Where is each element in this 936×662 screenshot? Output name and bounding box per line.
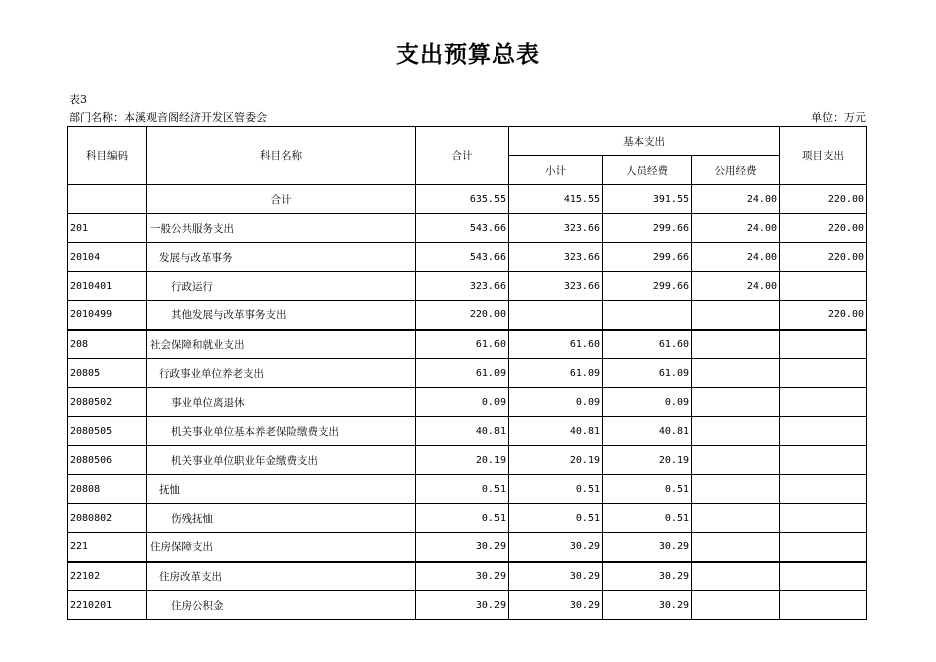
row-total: 30.29 xyxy=(416,591,509,620)
row-total: 543.66 xyxy=(416,214,509,243)
row-project xyxy=(780,475,867,504)
row-public xyxy=(692,359,780,388)
row-project xyxy=(780,388,867,417)
row-subtotal: 61.09 xyxy=(509,359,603,388)
total-personnel: 391.55 xyxy=(603,185,692,214)
table-row xyxy=(68,504,867,533)
row-total: 30.29 xyxy=(416,562,509,591)
table-row xyxy=(68,388,867,417)
table-row xyxy=(68,417,867,446)
row-subtotal: 40.81 xyxy=(509,417,603,446)
row-subtotal: 0.51 xyxy=(509,475,603,504)
row-public xyxy=(692,504,780,533)
header-code: 科目编码 xyxy=(68,127,147,185)
row-subtotal: 0.51 xyxy=(509,504,603,533)
row-code: 2080502 xyxy=(68,388,147,417)
row-project xyxy=(780,359,867,388)
row-public xyxy=(692,388,780,417)
row-name: 社会保障和就业支出 xyxy=(147,330,416,359)
row-code: 221 xyxy=(68,533,147,562)
row-public xyxy=(692,330,780,359)
row-personnel: 0.09 xyxy=(603,388,692,417)
row-public: 24.00 xyxy=(692,272,780,301)
row-code: 2210201 xyxy=(68,591,147,620)
row-name: 事业单位离退休 xyxy=(147,388,416,417)
row-subtotal: 0.09 xyxy=(509,388,603,417)
row-total: 0.51 xyxy=(416,475,509,504)
row-personnel: 299.66 xyxy=(603,272,692,301)
header-project: 项目支出 xyxy=(780,127,867,185)
row-public xyxy=(692,446,780,475)
row-project xyxy=(780,591,867,620)
total-total: 635.55 xyxy=(416,185,509,214)
row-code: 2010499 xyxy=(68,301,147,330)
row-name: 行政事业单位养老支出 xyxy=(147,359,416,388)
total-row xyxy=(68,185,867,214)
total-label: 合计 xyxy=(147,185,416,214)
row-code: 20808 xyxy=(68,475,147,504)
row-total: 543.66 xyxy=(416,243,509,272)
row-public xyxy=(692,417,780,446)
row-personnel: 61.60 xyxy=(603,330,692,359)
row-public: 24.00 xyxy=(692,214,780,243)
row-code: 20104 xyxy=(68,243,147,272)
row-name: 其他发展与改革事务支出 xyxy=(147,301,416,330)
row-subtotal: 61.60 xyxy=(509,330,603,359)
row-personnel: 20.19 xyxy=(603,446,692,475)
row-total: 61.60 xyxy=(416,330,509,359)
row-public xyxy=(692,562,780,591)
row-name: 机关事业单位基本养老保险缴费支出 xyxy=(147,417,416,446)
row-total: 20.19 xyxy=(416,446,509,475)
budget-table xyxy=(67,126,867,620)
row-personnel: 30.29 xyxy=(603,562,692,591)
row-code: 2010401 xyxy=(68,272,147,301)
department-name: 部门名称：本溪观音阁经济开发区管委会 xyxy=(69,111,267,124)
total-project: 220.00 xyxy=(780,185,867,214)
row-subtotal: 323.66 xyxy=(509,272,603,301)
row-name: 住房改革支出 xyxy=(147,562,416,591)
total-subtotal: 415.55 xyxy=(509,185,603,214)
row-subtotal xyxy=(509,301,603,330)
row-project xyxy=(780,562,867,591)
row-personnel: 299.66 xyxy=(603,243,692,272)
row-project xyxy=(780,446,867,475)
row-total: 0.51 xyxy=(416,504,509,533)
row-total: 40.81 xyxy=(416,417,509,446)
row-name: 住房保障支出 xyxy=(147,533,416,562)
row-project: 220.00 xyxy=(780,243,867,272)
header-name: 科目名称 xyxy=(147,127,416,185)
table-row xyxy=(68,533,867,562)
row-project xyxy=(780,504,867,533)
row-subtotal: 30.29 xyxy=(509,533,603,562)
row-project xyxy=(780,330,867,359)
total-code-cell xyxy=(68,185,147,214)
row-total: 220.00 xyxy=(416,301,509,330)
row-subtotal: 30.29 xyxy=(509,562,603,591)
row-personnel: 0.51 xyxy=(603,504,692,533)
row-project: 220.00 xyxy=(780,301,867,330)
row-code: 201 xyxy=(68,214,147,243)
row-personnel: 40.81 xyxy=(603,417,692,446)
row-personnel: 30.29 xyxy=(603,591,692,620)
row-public xyxy=(692,591,780,620)
row-subtotal: 20.19 xyxy=(509,446,603,475)
row-total: 30.29 xyxy=(416,533,509,562)
table-row xyxy=(68,243,867,272)
row-project xyxy=(780,533,867,562)
row-code: 2080802 xyxy=(68,504,147,533)
table-row xyxy=(68,475,867,504)
row-personnel: 299.66 xyxy=(603,214,692,243)
row-name: 行政运行 xyxy=(147,272,416,301)
row-name: 抚恤 xyxy=(147,475,416,504)
row-total: 61.09 xyxy=(416,359,509,388)
row-code: 208 xyxy=(68,330,147,359)
unit-label: 单位：万元 xyxy=(811,111,866,124)
row-code: 20805 xyxy=(68,359,147,388)
table-row xyxy=(68,330,867,359)
row-code: 2080505 xyxy=(68,417,147,446)
row-personnel: 0.51 xyxy=(603,475,692,504)
table-row xyxy=(68,562,867,591)
table-row xyxy=(68,301,867,330)
row-code: 2080506 xyxy=(68,446,147,475)
row-project xyxy=(780,272,867,301)
row-subtotal: 30.29 xyxy=(509,591,603,620)
header-basic: 基本支出 xyxy=(509,127,780,156)
row-personnel xyxy=(603,301,692,330)
row-code: 22102 xyxy=(68,562,147,591)
table-row xyxy=(68,446,867,475)
row-public: 24.00 xyxy=(692,243,780,272)
row-total: 0.09 xyxy=(416,388,509,417)
row-name: 一般公共服务支出 xyxy=(147,214,416,243)
header-subtotal: 小计 xyxy=(509,156,603,185)
row-personnel: 61.09 xyxy=(603,359,692,388)
row-name: 发展与改革事务 xyxy=(147,243,416,272)
row-total: 323.66 xyxy=(416,272,509,301)
header-public: 公用经费 xyxy=(692,156,780,185)
total-public: 24.00 xyxy=(692,185,780,214)
row-subtotal: 323.66 xyxy=(509,243,603,272)
page-title: 支出预算总表 xyxy=(396,41,540,68)
header-personnel: 人员经费 xyxy=(603,156,692,185)
row-name: 住房公积金 xyxy=(147,591,416,620)
table-number: 表3 xyxy=(69,93,87,106)
row-name: 机关事业单位职业年金缴费支出 xyxy=(147,446,416,475)
table-row xyxy=(68,359,867,388)
table-row xyxy=(68,591,867,620)
row-project xyxy=(780,417,867,446)
table-row xyxy=(68,214,867,243)
row-personnel: 30.29 xyxy=(603,533,692,562)
row-public xyxy=(692,533,780,562)
table-row xyxy=(68,272,867,301)
row-name: 伤残抚恤 xyxy=(147,504,416,533)
row-project: 220.00 xyxy=(780,214,867,243)
header-total: 合计 xyxy=(416,127,509,185)
row-subtotal: 323.66 xyxy=(509,214,603,243)
row-public xyxy=(692,475,780,504)
row-public xyxy=(692,301,780,330)
